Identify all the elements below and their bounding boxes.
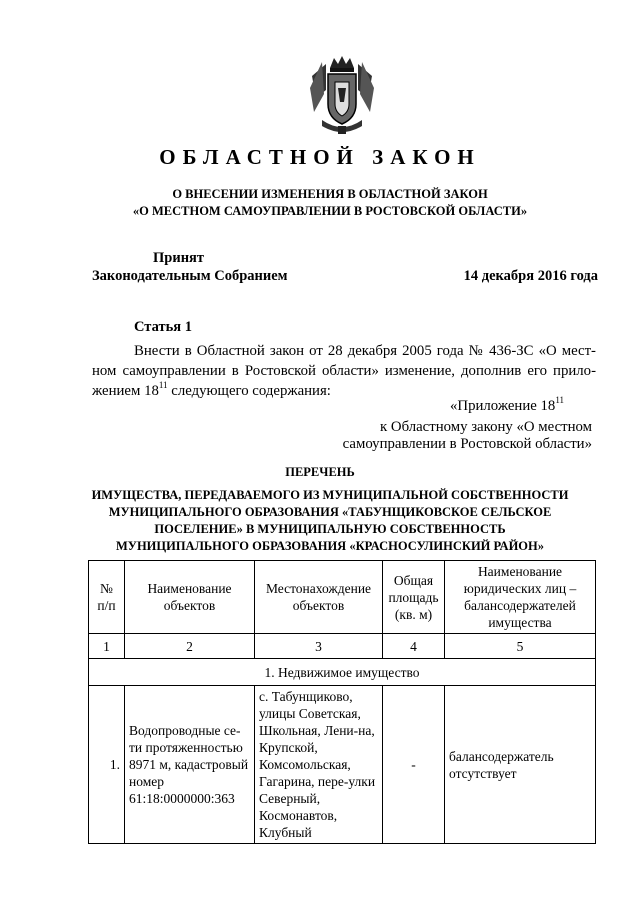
header-area: Общая площадь (кв. м) bbox=[383, 561, 445, 634]
header-object-name: Наименование объектов bbox=[125, 561, 255, 634]
row-balance-holder: балансодержатель отсутствует bbox=[445, 686, 596, 844]
article-line: Внести в Областной закон от 28 декабря 2005 года № 436-ЗС «О мест- bbox=[134, 343, 596, 359]
table-row bbox=[89, 686, 596, 844]
column-number: 4 bbox=[383, 634, 445, 659]
article-line-text: следующего содержания: bbox=[167, 383, 331, 399]
coat-of-arms-emblem bbox=[308, 54, 376, 136]
list-subtitle-line: ИМУЩЕСТВА, ПЕРЕДАВАЕМОГО ИЗ МУНИЦИПАЛЬНОЙ СОБСТВЕННОСТИ bbox=[91, 488, 569, 502]
list-subtitle-line: ПОСЕЛЕНИЕ» В МУНИЦИПАЛЬНУЮ СОБСТВЕННОСТЬ bbox=[154, 522, 506, 536]
header-balance-holder: Наименование юридических лиц – балансодержателей имущества bbox=[445, 561, 596, 634]
article-line-text: жением 18 bbox=[92, 383, 159, 399]
column-number: 1 bbox=[89, 634, 125, 659]
row-location: с. Табунщиково, улицы Советская, Школьная, Лени-на, Крупской, Комсомольская, Гагарина, пере-улки Северный, Космонавтов, Клубный bbox=[255, 686, 383, 844]
adopted-label: Принят bbox=[153, 250, 205, 266]
list-subtitle-line: МУНИЦИПАЛЬНОГО ОБРАЗОВАНИЯ «ТАБУНЩИКОВСКОЕ СЕЛЬСКОЕ bbox=[108, 505, 552, 519]
header-number: № п/п bbox=[89, 561, 125, 634]
law-title: ОБЛАСТНОЙ ЗАКОН bbox=[159, 145, 481, 169]
law-subtitle-line: «О МЕСТНОМ САМОУПРАВЛЕНИИ В РОСТОВСКОЙ ОБЛАСТИ» bbox=[132, 204, 528, 218]
row-object-name: Водопроводные се-ти протяженностью 8971 м, кадастровый номер 61:18:0000000:363 bbox=[125, 686, 255, 844]
law-subtitle-line: О ВНЕСЕНИИ ИЗМЕНЕНИЯ В ОБЛАСТНОЙ ЗАКОН bbox=[172, 187, 488, 201]
adopted-date: 14 декабря 2016 года bbox=[463, 268, 598, 284]
appendix-reference: самоуправлении в Ростовской области» bbox=[342, 436, 592, 452]
list-subtitle bbox=[70, 487, 590, 555]
section-title: 1. Недвижимое имущество bbox=[89, 659, 596, 686]
row-number: 1. bbox=[89, 686, 125, 844]
list-subtitle-line: МУНИЦИПАЛЬНОГО ОБРАЗОВАНИЯ «КРАСНОСУЛИНСКИЙ РАЙОН» bbox=[115, 539, 545, 553]
adopted-by: Законодательным Собранием bbox=[92, 268, 288, 284]
list-title: ПЕРЕЧЕНЬ bbox=[285, 465, 355, 479]
superscript: 11 bbox=[555, 395, 564, 405]
header-location: Местонахождение объектов bbox=[255, 561, 383, 634]
table-column-numbers-row bbox=[89, 634, 596, 659]
column-number: 3 bbox=[255, 634, 383, 659]
article-text bbox=[92, 341, 596, 401]
appendix-reference: к Областному закону «О местном bbox=[380, 419, 592, 435]
property-table bbox=[88, 560, 596, 844]
column-number: 2 bbox=[125, 634, 255, 659]
column-number: 5 bbox=[445, 634, 596, 659]
appendix-title-text: «Приложение 18 bbox=[450, 398, 556, 414]
article-line: ном самоуправлении в Ростовской области» изменение, дополнив его прило- bbox=[92, 363, 596, 379]
superscript: 11 bbox=[158, 380, 168, 390]
table-section-row bbox=[89, 659, 596, 686]
row-area: - bbox=[383, 686, 445, 844]
appendix-title bbox=[450, 395, 564, 415]
table-header-row bbox=[89, 561, 596, 634]
law-subtitle bbox=[80, 186, 580, 220]
article-heading: Статья 1 bbox=[134, 319, 192, 335]
